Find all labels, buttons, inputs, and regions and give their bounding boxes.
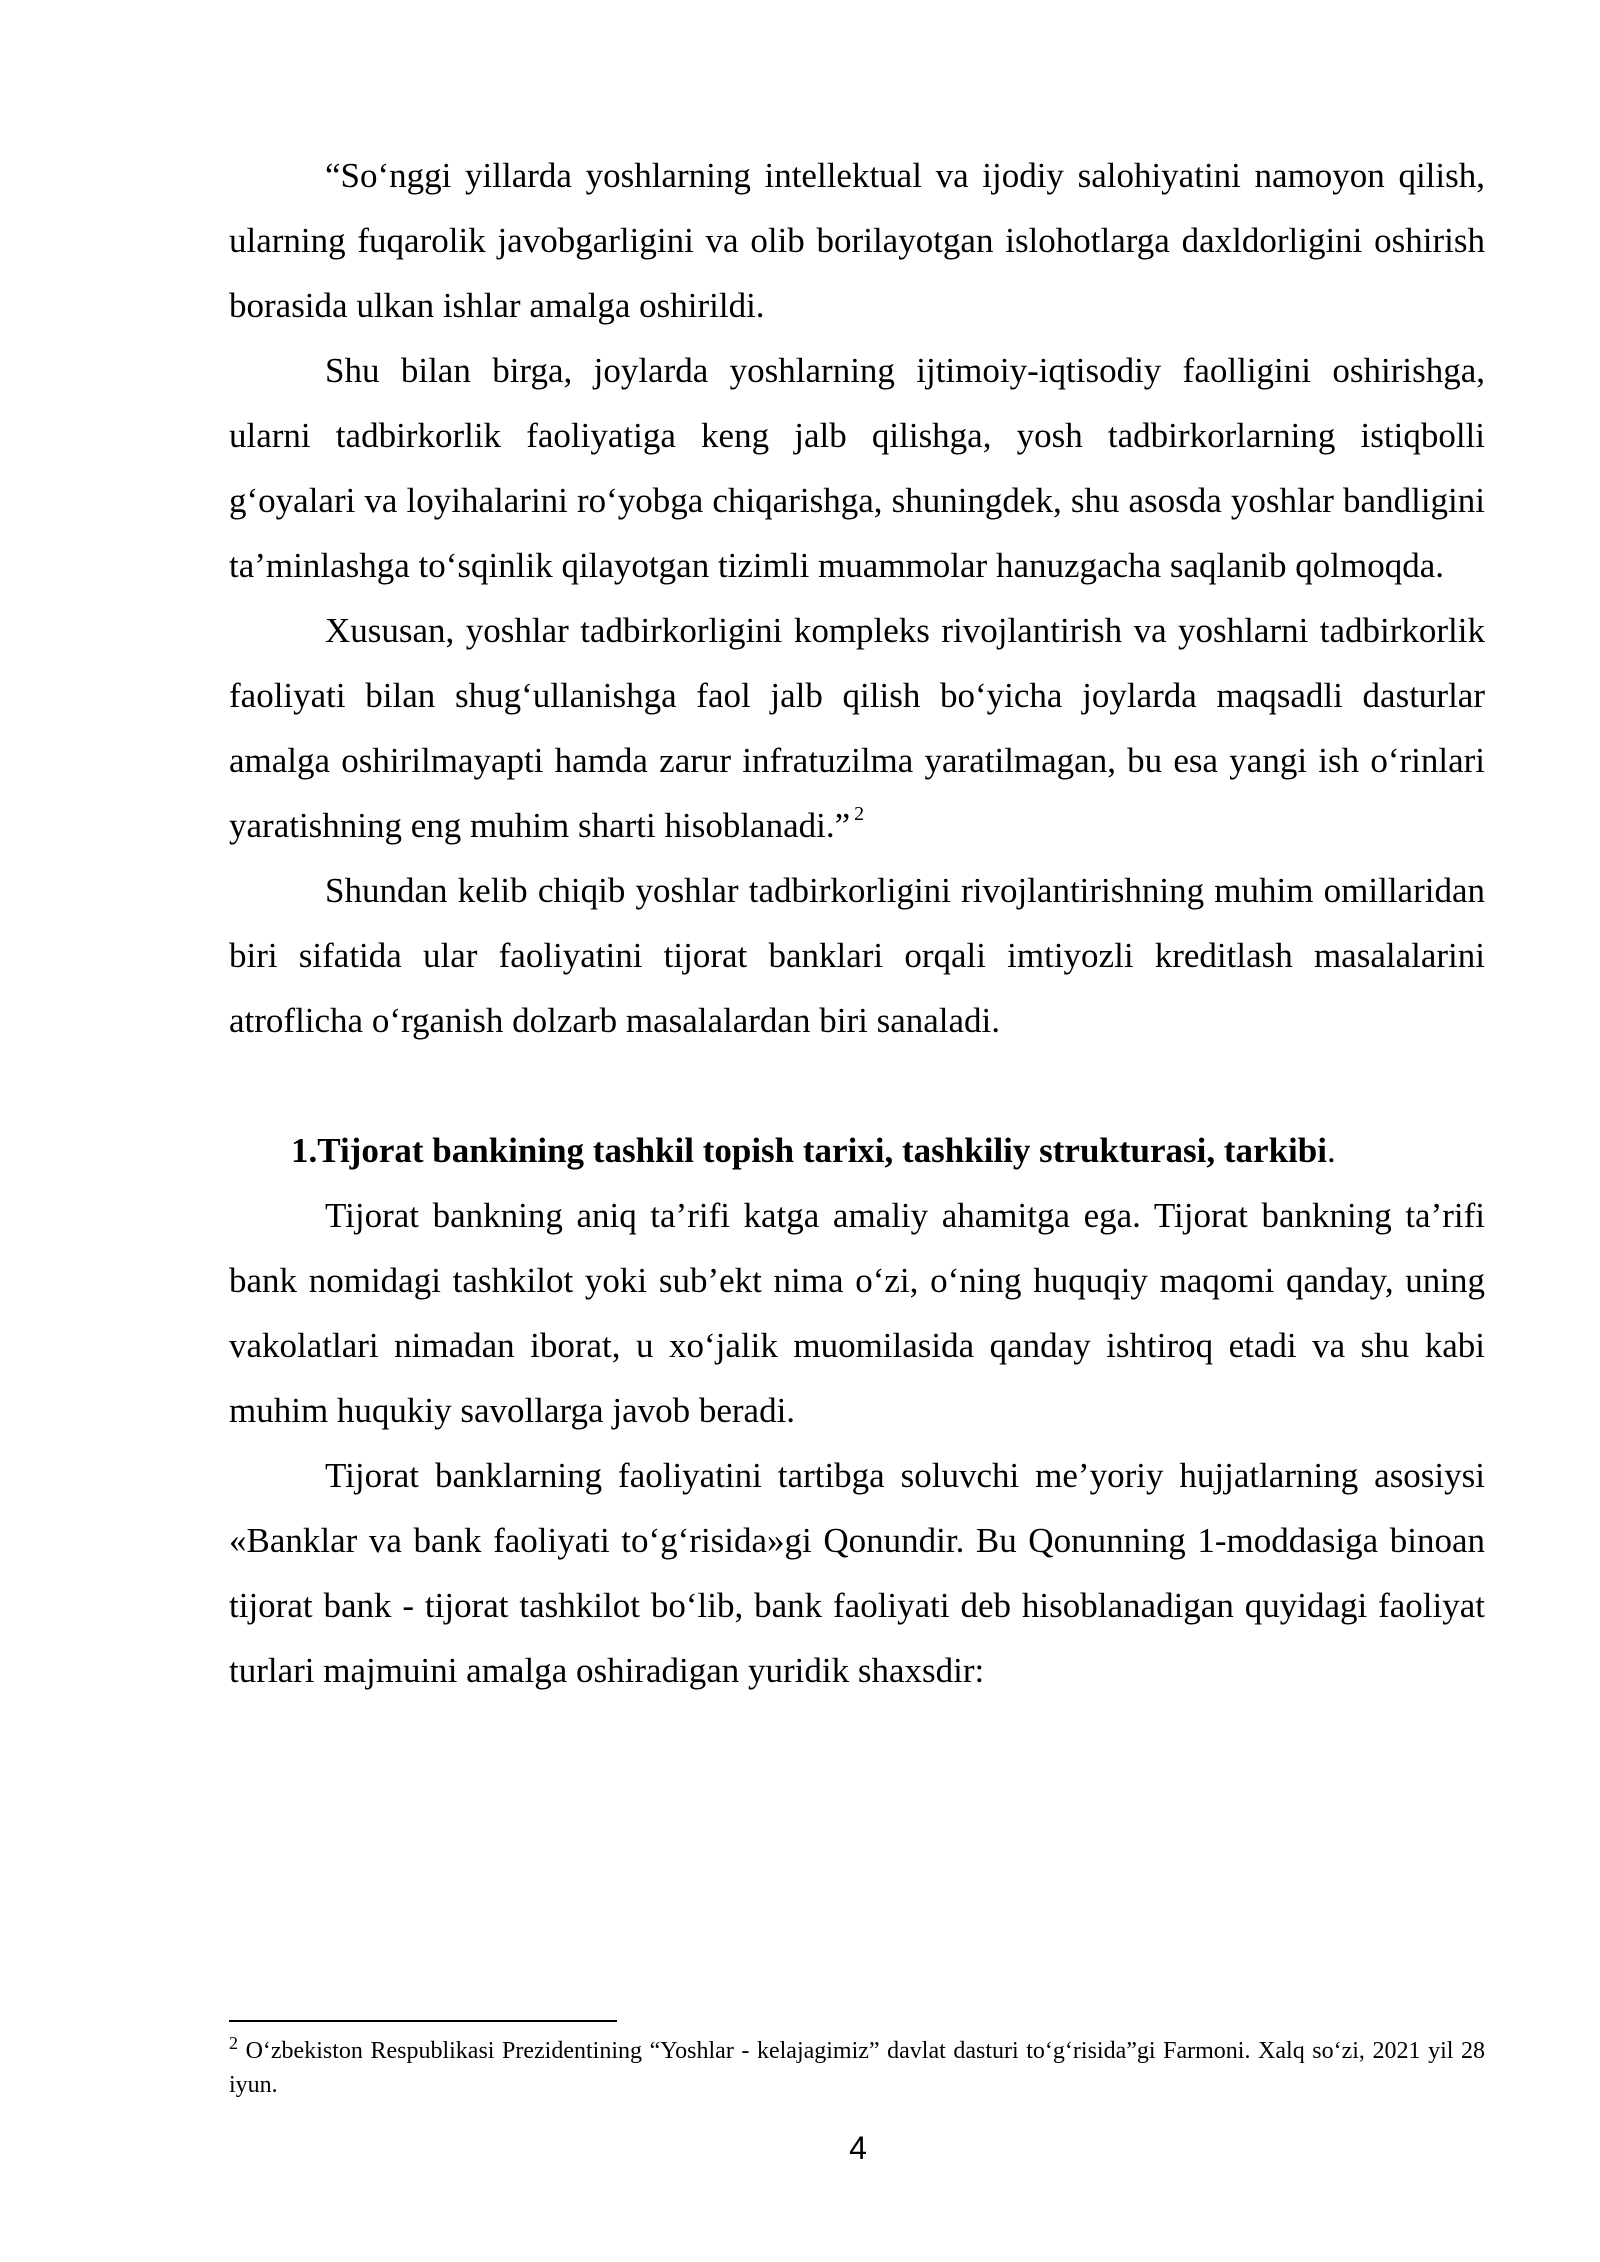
footnote-number: 2 xyxy=(229,2033,238,2053)
footnote-text: O‘zbekiston Respublikasi Prezidentining “Yoshlar - kelajagimiz” davlat dasturi to‘g‘risida”gi Farmoni. Xalq so‘zi, 2021 yil 28 iyun. xyxy=(229,2038,1485,2098)
paragraph-4: Shundan kelib chiqib yoshlar tadbirkorligini rivojlantirishning muhim omillaridan biri sifatida ular faoliyatini tijorat banklari orqali imtiyozli kreditlash masalalarini atroflicha o‘rganish dolzarb masalalardan biri sanaladi. xyxy=(229,871,1485,1040)
paragraph-3 xyxy=(229,598,1485,858)
paragraph-2: Shu bilan birga, joylarda yoshlarning ijtimoiy-iqtisodiy faolligini oshirishga, ularni tadbirkorlik faoliyatiga keng jalb qilishga, yosh tadbirkorlarning istiqbolli g‘oyalari va loyihalarini ro‘yobga chiqarishga, shuningdek, shu asosda yoshlar bandligini ta’minlashga to‘sqinlik qilayotgan tizimli muammolar hanuzgacha saqlanib qolmoqda. xyxy=(229,351,1485,585)
section-heading-period: . xyxy=(1326,1131,1336,1170)
footnote xyxy=(229,2034,1485,2102)
document-body xyxy=(229,143,1485,1703)
paragraph-5: Tijorat bankning aniq ta’rifi katga amaliy ahamitga ega. Tijorat bankning ta’rifi bank nomidagi tashkilot yoki sub’ekt nima o‘zi, o‘ning huquqiy maqomi qanday, uning vakolatlari nimadan iborat, u xo‘jalik muomilasida qanday ishtiroq etadi va shu kabi muhim huqukiy savollarga javob beradi. xyxy=(229,1196,1485,1430)
footnote-separator xyxy=(229,2020,617,2022)
page-number: 4 xyxy=(849,2130,867,2166)
paragraph-1: “So‘nggi yillarda yoshlarning intellektual va ijodiy salohiyatini namoyon qilish, ularning fuqarolik javobgarligini va olib borilayotgan islohotlarga daxldorligini oshirish borasida ulkan ishlar amalga oshirildi. xyxy=(229,156,1485,325)
paragraph-6: Tijorat banklarning faoliyatini tartibga soluvchi me’yoriy hujjatlarning asosiysi «Banklar va bank faoliyati to‘g‘risida»gi Qonundir. Bu Qonunning 1-moddasiga binoan tijorat bank - tijorat tashkilot bo‘lib, bank faoliyati deb hisoblanadigan quyidagi faoliyat turlari majmuini amalga oshiradigan yuridik shaxsdir: xyxy=(229,1456,1485,1690)
section-heading-text: 1.Tijorat bankining tashkil topish tarixi, tashkiliy strukturasi, tarkibi xyxy=(291,1131,1327,1170)
section-heading xyxy=(229,1118,1485,1183)
paragraph-3-text: Xususan, yoshlar tadbirkorligini kompleks rivojlantirish va yoshlarni tadbirkorlik faoliyati bilan shug‘ullanishga faol jalb qilish bo‘yicha joylarda maqsadli dasturlar amalga oshirilmayapti hamda zarur infratuzilma yaratilmagan, bu esa yangi ish o‘rinlari yaratishning eng muhim sharti hisoblanadi.” xyxy=(229,611,1485,845)
footnote-reference[interactable]: 2 xyxy=(854,803,865,826)
